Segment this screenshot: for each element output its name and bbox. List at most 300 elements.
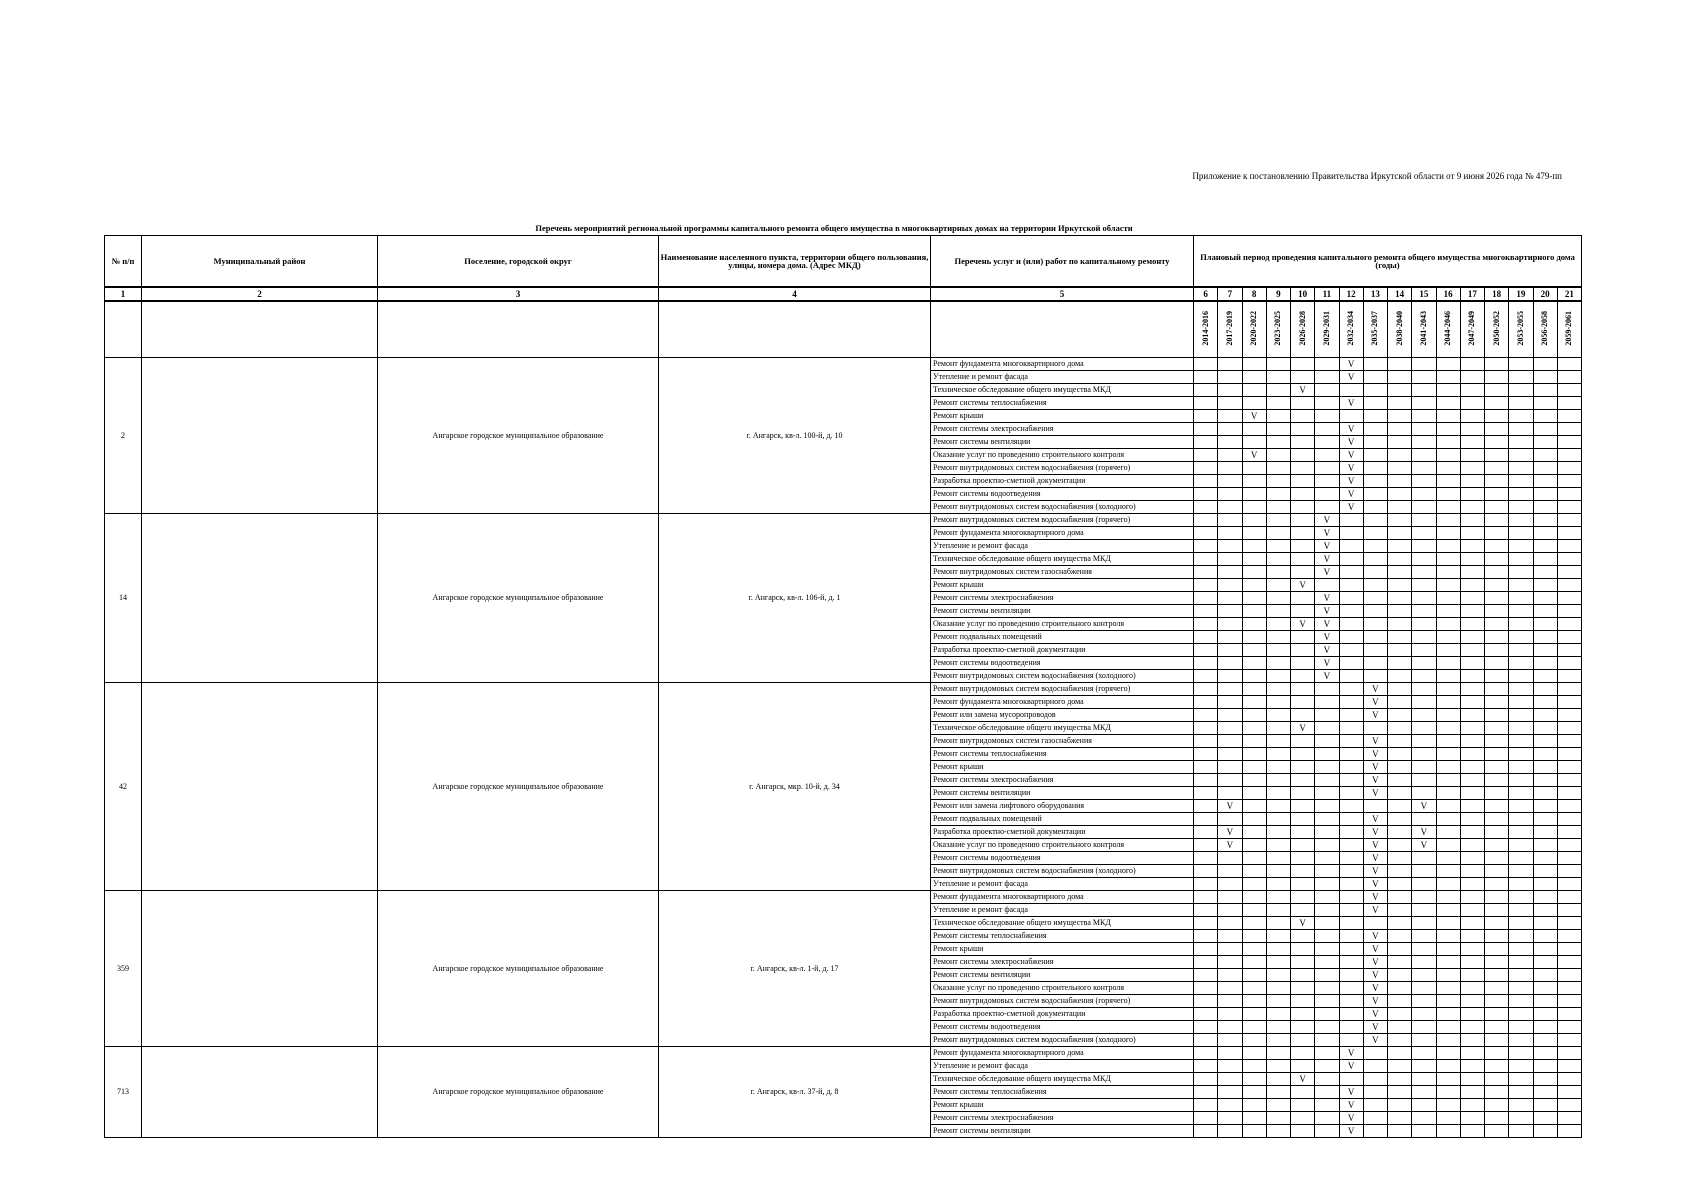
period-mark-cell [1315,1099,1339,1112]
period-mark-cell [1412,1086,1436,1099]
period-mark-cell [1533,540,1557,553]
period-mark-cell: V [1339,475,1363,488]
period-mark-cell [1242,1034,1266,1047]
period-mark-cell [1412,618,1436,631]
period-mark-cell: V [1363,696,1387,709]
period-mark-cell [1266,670,1290,683]
period-mark-cell [1509,371,1533,384]
period-mark-cell [1363,1125,1387,1138]
period-mark-cell [1533,475,1557,488]
period-mark-cell [1436,1073,1460,1086]
work-item: Утепление и ремонт фасада [931,878,1194,891]
period-mark-cell [1339,839,1363,852]
period-mark-cell [1533,748,1557,761]
period-mark-cell [1460,878,1484,891]
period-mark-cell [1460,436,1484,449]
period-mark-cell [1218,1073,1242,1086]
period-mark-cell [1242,605,1266,618]
period-mark-cell [1485,904,1509,917]
period-mark-cell [1388,748,1412,761]
period-mark-cell [1436,397,1460,410]
period-mark-cell [1291,995,1315,1008]
period-mark-cell [1485,384,1509,397]
table-row [105,683,1582,696]
period-mark-cell [1242,1008,1266,1021]
period-mark-cell [1266,865,1290,878]
period-mark-cell [1291,735,1315,748]
period-mark-cell [1412,657,1436,670]
period-mark-cell [1194,540,1218,553]
period-mark-cell [1194,1099,1218,1112]
period-mark-cell [1436,644,1460,657]
work-item: Ремонт системы теплоснабжения [931,1086,1194,1099]
period-mark-cell [1460,579,1484,592]
period-mark-cell [1436,722,1460,735]
period-mark-cell [1485,995,1509,1008]
column-number: 9 [1266,287,1290,301]
period-mark-cell [1266,917,1290,930]
period-mark-cell [1363,605,1387,618]
period-mark-cell [1266,371,1290,384]
period-mark-cell [1363,1047,1387,1060]
work-item: Разработка проектно-сметной документации [931,826,1194,839]
period-mark-cell [1218,1099,1242,1112]
period-mark-cell [1388,1112,1412,1125]
period-mark-cell [1242,1060,1266,1073]
period-mark-cell [1485,800,1509,813]
period-mark-cell [1436,878,1460,891]
period-mark-cell [1436,982,1460,995]
period-mark-cell [1291,761,1315,774]
period-mark-cell [1509,423,1533,436]
period-mark-cell [1533,397,1557,410]
period-mark-cell [1194,891,1218,904]
period-mark-cell [1557,761,1581,774]
period-mark-cell [1242,384,1266,397]
period-mark-cell: V [1315,605,1339,618]
work-item: Ремонт системы теплоснабжения [931,930,1194,943]
period-mark-cell [1412,579,1436,592]
period-mark-cell [1412,1008,1436,1021]
period-mark-cell [1363,423,1387,436]
period-mark-cell [1266,878,1290,891]
period-mark-cell [1412,787,1436,800]
period-mark-cell [1315,930,1339,943]
period-mark-cell [1485,423,1509,436]
period-mark-cell [1266,904,1290,917]
period-mark-cell [1218,748,1242,761]
period-mark-cell [1460,735,1484,748]
period-mark-cell [1339,995,1363,1008]
period-mark-cell [1388,1021,1412,1034]
period-mark-cell [1363,358,1387,371]
period-mark-cell [1388,670,1412,683]
period-mark-cell [1194,774,1218,787]
period-mark-cell [1436,696,1460,709]
period-row [105,301,1582,358]
period-mark-cell [1533,956,1557,969]
period-mark-cell [1194,761,1218,774]
period-mark-cell [1557,436,1581,449]
period-mark-cell [1363,579,1387,592]
period-mark-cell [1218,735,1242,748]
period-mark-cell [1242,722,1266,735]
period-mark-cell [1412,891,1436,904]
period-mark-cell [1218,995,1242,1008]
period-mark-cell [1533,839,1557,852]
work-item: Оказание услуг по проведению строительного контроля [931,618,1194,631]
period-header [1557,301,1581,358]
period-mark-cell [1485,774,1509,787]
period-mark-cell [1194,475,1218,488]
work-item: Ремонт внутридомовых систем водоснабжения (горячего) [931,462,1194,475]
period-mark-cell [1485,1034,1509,1047]
period-mark-cell [1315,696,1339,709]
work-item: Ремонт системы электроснабжения [931,592,1194,605]
period-mark-cell [1412,631,1436,644]
period-mark-cell [1266,982,1290,995]
period-mark-cell [1291,501,1315,514]
period-mark-cell [1460,1060,1484,1073]
period-mark-cell [1436,969,1460,982]
work-item: Техническое обследование общего имущества МКД [931,1073,1194,1086]
period-mark-cell [1291,852,1315,865]
period-mark-cell [1242,1073,1266,1086]
period-mark-cell [1388,566,1412,579]
period-mark-cell [1460,1008,1484,1021]
period-mark-cell [1194,1021,1218,1034]
district-cell [142,1047,378,1138]
period-mark-cell [1266,462,1290,475]
period-mark-cell [1485,553,1509,566]
period-mark-cell [1339,410,1363,423]
period-mark-cell [1485,1047,1509,1060]
period-mark-cell [1460,1086,1484,1099]
period-mark-cell: V [1363,1008,1387,1021]
period-mark-cell [1412,540,1436,553]
period-mark-cell [1291,592,1315,605]
period-mark-cell [1436,501,1460,514]
period-mark-cell [1218,670,1242,683]
period-mark-cell [1460,514,1484,527]
period-mark-cell [1460,475,1484,488]
period-mark-cell [1218,436,1242,449]
period-mark-cell [1533,904,1557,917]
period-mark-cell [1218,683,1242,696]
period-mark-cell [1242,423,1266,436]
work-item: Ремонт внутридомовых систем водоснабжения (холодного) [931,670,1194,683]
period-mark-cell [1557,800,1581,813]
period-mark-cell [1460,1099,1484,1112]
period-mark-cell [1266,930,1290,943]
period-mark-cell [1509,475,1533,488]
period-mark-cell [1557,826,1581,839]
period-mark-cell [1485,982,1509,995]
period-mark-cell [1412,904,1436,917]
period-mark-cell [1388,436,1412,449]
period-mark-cell [1315,384,1339,397]
period-mark-cell [1388,384,1412,397]
period-mark-cell [1436,579,1460,592]
period-mark-cell [1266,813,1290,826]
period-mark-cell [1218,605,1242,618]
period-mark-cell [1485,644,1509,657]
period-mark-cell [1460,839,1484,852]
period-mark-cell [1291,1060,1315,1073]
period-mark-cell [1218,449,1242,462]
period-mark-cell [1460,605,1484,618]
period-mark-cell [1291,605,1315,618]
period-mark-cell [1509,956,1533,969]
period-mark-cell [1242,475,1266,488]
capital-repair-table [104,235,1582,1138]
period-mark-cell [1218,1021,1242,1034]
table-row [105,1047,1582,1060]
period-mark-cell [1339,930,1363,943]
period-mark-cell [1291,891,1315,904]
period-mark-cell [1388,657,1412,670]
period-mark-cell [1533,800,1557,813]
work-item: Ремонт или замена мусоропроводов [931,709,1194,722]
period-mark-cell [1315,722,1339,735]
period-mark-cell [1509,1034,1533,1047]
period-mark-cell: V [1363,891,1387,904]
period-mark-cell [1485,618,1509,631]
period-mark-cell [1460,683,1484,696]
period-mark-cell [1266,579,1290,592]
period-mark-cell [1218,540,1242,553]
period-mark-cell [1194,709,1218,722]
period-mark-cell [1460,917,1484,930]
period-mark-cell [1291,644,1315,657]
period-mark-cell [1412,683,1436,696]
period-mark-cell [1291,657,1315,670]
period-mark-cell: V [1291,384,1315,397]
period-mark-cell [1557,748,1581,761]
period-mark-cell [1315,956,1339,969]
period-mark-cell [1509,449,1533,462]
work-item: Утепление и ремонт фасада [931,371,1194,384]
period-mark-cell [1557,449,1581,462]
period-mark-cell: V [1339,436,1363,449]
period-mark-cell [1557,358,1581,371]
period-mark-cell: V [1363,1034,1387,1047]
column-number: 16 [1436,287,1460,301]
period-mark-cell [1533,1073,1557,1086]
period-mark-cell [1218,371,1242,384]
period-mark-cell [1388,358,1412,371]
period-mark-cell [1291,943,1315,956]
period-mark-cell [1218,410,1242,423]
period-mark-cell [1194,514,1218,527]
period-mark-cell [1412,605,1436,618]
period-mark-cell [1557,553,1581,566]
period-mark-cell [1218,488,1242,501]
period-mark-cell [1509,514,1533,527]
period-mark-cell [1388,501,1412,514]
period-mark-cell [1485,514,1509,527]
period-mark-cell [1485,1060,1509,1073]
period-mark-cell [1339,644,1363,657]
period-mark-cell [1557,657,1581,670]
period-mark-cell: V [1363,748,1387,761]
work-item: Ремонт внутридомовых систем водоснабжения (холодного) [931,865,1194,878]
period-mark-cell [1194,527,1218,540]
period-mark-cell [1194,1034,1218,1047]
period-mark-cell [1194,553,1218,566]
period-mark-cell [1412,462,1436,475]
period-mark-cell [1436,800,1460,813]
period-mark-cell [1266,1073,1290,1086]
work-item: Техническое обследование общего имущества МКД [931,553,1194,566]
work-item: Ремонт внутридомовых систем водоснабжения (холодного) [931,501,1194,514]
period-mark-cell [1460,969,1484,982]
period-mark-cell [1460,722,1484,735]
period-mark-cell [1388,891,1412,904]
period-mark-cell [1557,1086,1581,1099]
period-mark-cell [1339,787,1363,800]
period-mark-cell [1315,683,1339,696]
period-mark-cell [1242,800,1266,813]
period-mark-cell [1460,709,1484,722]
period-mark-cell [1266,969,1290,982]
period-mark-cell [1266,397,1290,410]
period-mark-cell [1291,683,1315,696]
period-mark-cell [1218,1060,1242,1073]
period-mark-cell [1266,995,1290,1008]
period-mark-cell [1460,787,1484,800]
period-mark-cell [1242,514,1266,527]
period-mark-cell [1339,384,1363,397]
period-mark-cell [1533,566,1557,579]
period-mark-cell [1388,839,1412,852]
period-mark-cell [1291,488,1315,501]
period-mark-cell [1194,501,1218,514]
period-mark-cell [1363,1112,1387,1125]
period-mark-cell [1533,514,1557,527]
work-item: Ремонт подвальных помещений [931,813,1194,826]
period-mark-cell [1194,722,1218,735]
period-mark-cell [1315,891,1339,904]
period-mark-cell: V [1363,813,1387,826]
period-mark-cell [1533,605,1557,618]
period-mark-cell [1485,475,1509,488]
period-mark-cell [1557,865,1581,878]
period-mark-cell: V [1363,852,1387,865]
work-item: Ремонт системы теплоснабжения [931,748,1194,761]
period-mark-cell [1557,878,1581,891]
period-mark-cell [1388,423,1412,436]
period-mark-cell [1533,709,1557,722]
period-mark-cell [1363,410,1387,423]
period-mark-cell [1242,1047,1266,1060]
period-mark-cell [1315,761,1339,774]
period-label: 2026-2028 [1297,311,1307,346]
period-mark-cell [1242,462,1266,475]
period-label: 2044-2046 [1443,311,1453,346]
period-mark-cell [1412,514,1436,527]
period-mark-cell [1412,735,1436,748]
period-mark-cell [1436,605,1460,618]
column-number-row [105,287,1582,301]
period-mark-cell [1363,631,1387,644]
period-mark-cell [1509,488,1533,501]
period-mark-cell [1194,917,1218,930]
period-mark-cell [1291,904,1315,917]
period-mark-cell [1315,449,1339,462]
period-mark-cell [1436,371,1460,384]
period-mark-cell [1533,696,1557,709]
period-mark-cell [1291,774,1315,787]
period-mark-cell [1533,384,1557,397]
period-mark-cell [1533,1112,1557,1125]
period-header [1533,301,1557,358]
period-mark-cell [1363,566,1387,579]
period-mark-cell [1509,839,1533,852]
period-mark-cell [1557,501,1581,514]
period-mark-cell [1412,423,1436,436]
period-mark-cell [1315,358,1339,371]
period-mark-cell [1485,1086,1509,1099]
period-mark-cell [1533,735,1557,748]
period-mark-cell [1266,410,1290,423]
period-mark-cell [1557,982,1581,995]
period-mark-cell [1363,1086,1387,1099]
period-mark-cell [1291,462,1315,475]
period-mark-cell [1363,371,1387,384]
period-mark-cell [1485,371,1509,384]
period-mark-cell [1339,813,1363,826]
period-mark-cell [1509,696,1533,709]
period-header [1363,301,1387,358]
period-mark-cell [1218,527,1242,540]
period-label: 2014-2016 [1200,311,1210,346]
period-mark-cell [1460,813,1484,826]
period-mark-cell [1315,423,1339,436]
period-mark-cell [1557,709,1581,722]
period-mark-cell [1194,423,1218,436]
period-mark-cell [1388,644,1412,657]
period-mark-cell [1315,397,1339,410]
period-mark-cell [1242,1021,1266,1034]
period-mark-cell [1533,1008,1557,1021]
period-mark-cell [1557,462,1581,475]
period-mark-cell [1242,735,1266,748]
period-mark-cell [1485,592,1509,605]
period-mark-cell [1218,774,1242,787]
period-mark-cell [1242,644,1266,657]
period-mark-cell [1436,475,1460,488]
period-mark-cell [1460,982,1484,995]
settlement-cell: Ангарское городское муниципальное образование [378,358,659,514]
period-mark-cell [1388,956,1412,969]
period-mark-cell: V [1339,1099,1363,1112]
period-mark-cell [1557,540,1581,553]
period-mark-cell [1557,371,1581,384]
period-mark-cell: V [1218,826,1242,839]
period-mark-cell [1363,488,1387,501]
period-mark-cell [1242,982,1266,995]
period-mark-cell [1218,358,1242,371]
period-mark-cell [1412,982,1436,995]
period-mark-cell [1460,865,1484,878]
period-mark-cell [1412,475,1436,488]
period-mark-cell [1412,449,1436,462]
period-mark-cell [1194,982,1218,995]
period-mark-cell [1436,1125,1460,1138]
period-mark-cell [1509,501,1533,514]
period-mark-cell [1218,1047,1242,1060]
